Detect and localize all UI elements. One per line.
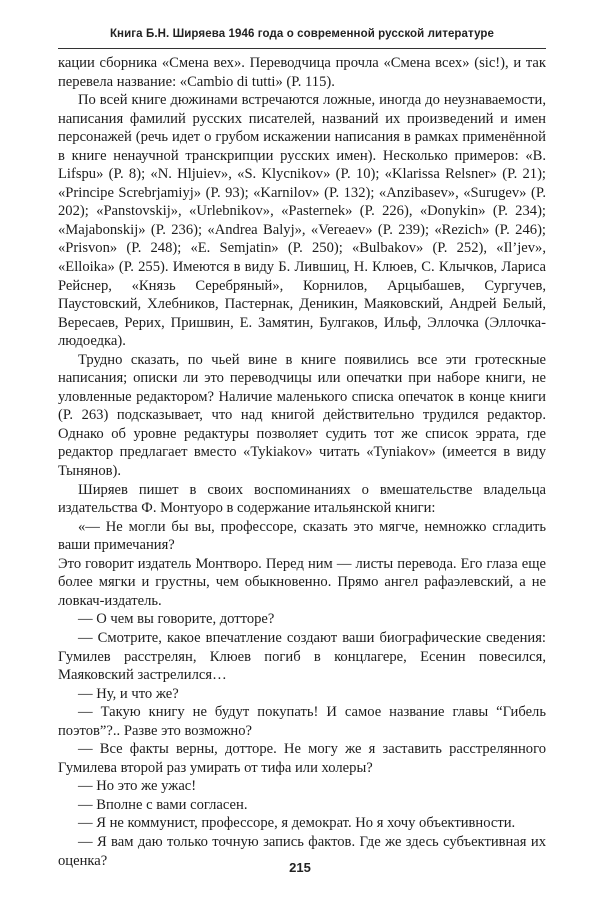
paragraph: По всей книге дюжинами встречаются ложные, иногда до неузнаваемости, написания фамилий русских писателей, названий их произведений и имен персонажей (речь идет о грубом искажении написания в рамках применённой в книге ненаучной транскрипции русских имен). Несколько примеров: «B. Lifspu» (P. 8); «N. Hljuiev», «S. Klycnikov» (P. 10); «Klarissa Relsner» (P. 21); «Principe Screbrjamiyj» (P. 93); «Karnilov» (P. 132); «Anzibasev», «Surugev» (P. 202); «Panstovskij», «Urlebnikov», «Pasternek» (P. 226), «Donykin» (P. 234); «Majabonskij» (P. 236); «Andrea Balyj», «Vereaev» (P. 239); «Rezich» (P. 246); «Prisvon» (P. 248); «E. Semjatin» (P. 250); «Bulbakov» (P. 252), «Il’jev», «Elloika» (P. 255). Имеются в виду Б. Лившиц, Н. Клюев, С. Клычков, Лариса Рейснер, «Князь Серебряный», Корнилов, Арцыбашев, Сургучев, Паустовский, Хлебников, Пастернак, Деникин, Маяковский, Андрей Белый, Вересаев, Рерих, Пришвин, Е. Замятин, Булгаков, Ильф, Эллочка (Эллочка-людоедка).	[58, 92, 546, 350]
paragraph: — Вполне с вами согласен.	[78, 796, 248, 813]
page-number: 215	[289, 860, 311, 875]
paragraph: Трудно сказать, по чьей вине в книге появились все эти гротескные написания; описки ли это переводчицы или опечатки при наборе книги, не уловленные редактором? Наличие маленького списка опечаток в конце книги (P. 263) подсказывает, что над книгой действительно трудился редактор. Однако об уровне редактуры позволяет судить тот же список эррата, где редактор предлагает вместо «Tykiakov» читать «Tyniakov» (имеется в виду Тынянов).	[58, 351, 546, 480]
paragraph: — Смотрите, какое впечатление создают ваши биографические сведения: Гумилев расстрелян, Клюев погиб в концлагере, Есенин повесился, Маяковский застрелился…	[58, 629, 546, 684]
paragraph: — Ну, и что же?	[78, 685, 179, 702]
paragraph: Это говорит издатель Монтворо. Перед ним — листы перевода. Его глаза еще более мягки и грустны, чем обыкновенно. Прямо ангел рафаэлевский, а не ловкач-издатель.	[58, 555, 546, 609]
paragraph: «— Не могли бы вы, профессоре, сказать это мягче, немножко сгладить ваши примечания?	[58, 518, 546, 554]
paragraph: кации сборника «Смена вех». Переводчица прочла «Смена всех» (sic!), и так перевела название: «Cambio di tutti» (P. 115).	[58, 55, 546, 90]
paragraph: — Я не коммунист, профессоре, я демократ. Но я хочу объективности.	[78, 815, 516, 832]
running-head: Книга Б.Н. Ширяева 1946 года о современной русской литературе	[109, 28, 495, 40]
paragraph: — Такую книгу не будут покупать! И самое название главы “Гибель поэтов”?.. Разве это возможно?	[58, 704, 546, 739]
body-text	[58, 54, 546, 870]
header-divider	[58, 48, 546, 49]
paragraph: — Все факты верны, дотторе. Не могу же я заставить расстрелянного Гумилева второй раз умирать от тифа или холеры?	[58, 741, 546, 776]
paragraph: — О чем вы говорите, дотторе?	[78, 611, 275, 628]
paragraph: — Но это же ужас!	[78, 778, 197, 795]
paragraph: — Я вам даю только точную запись фактов. Где же здесь субъективная их оценка?	[58, 833, 546, 869]
paragraph: Ширяев пишет в своих воспоминаниях о вмешательстве владельца издательства Ф. Монтуоро в содержание итальянской книги:	[58, 481, 546, 517]
